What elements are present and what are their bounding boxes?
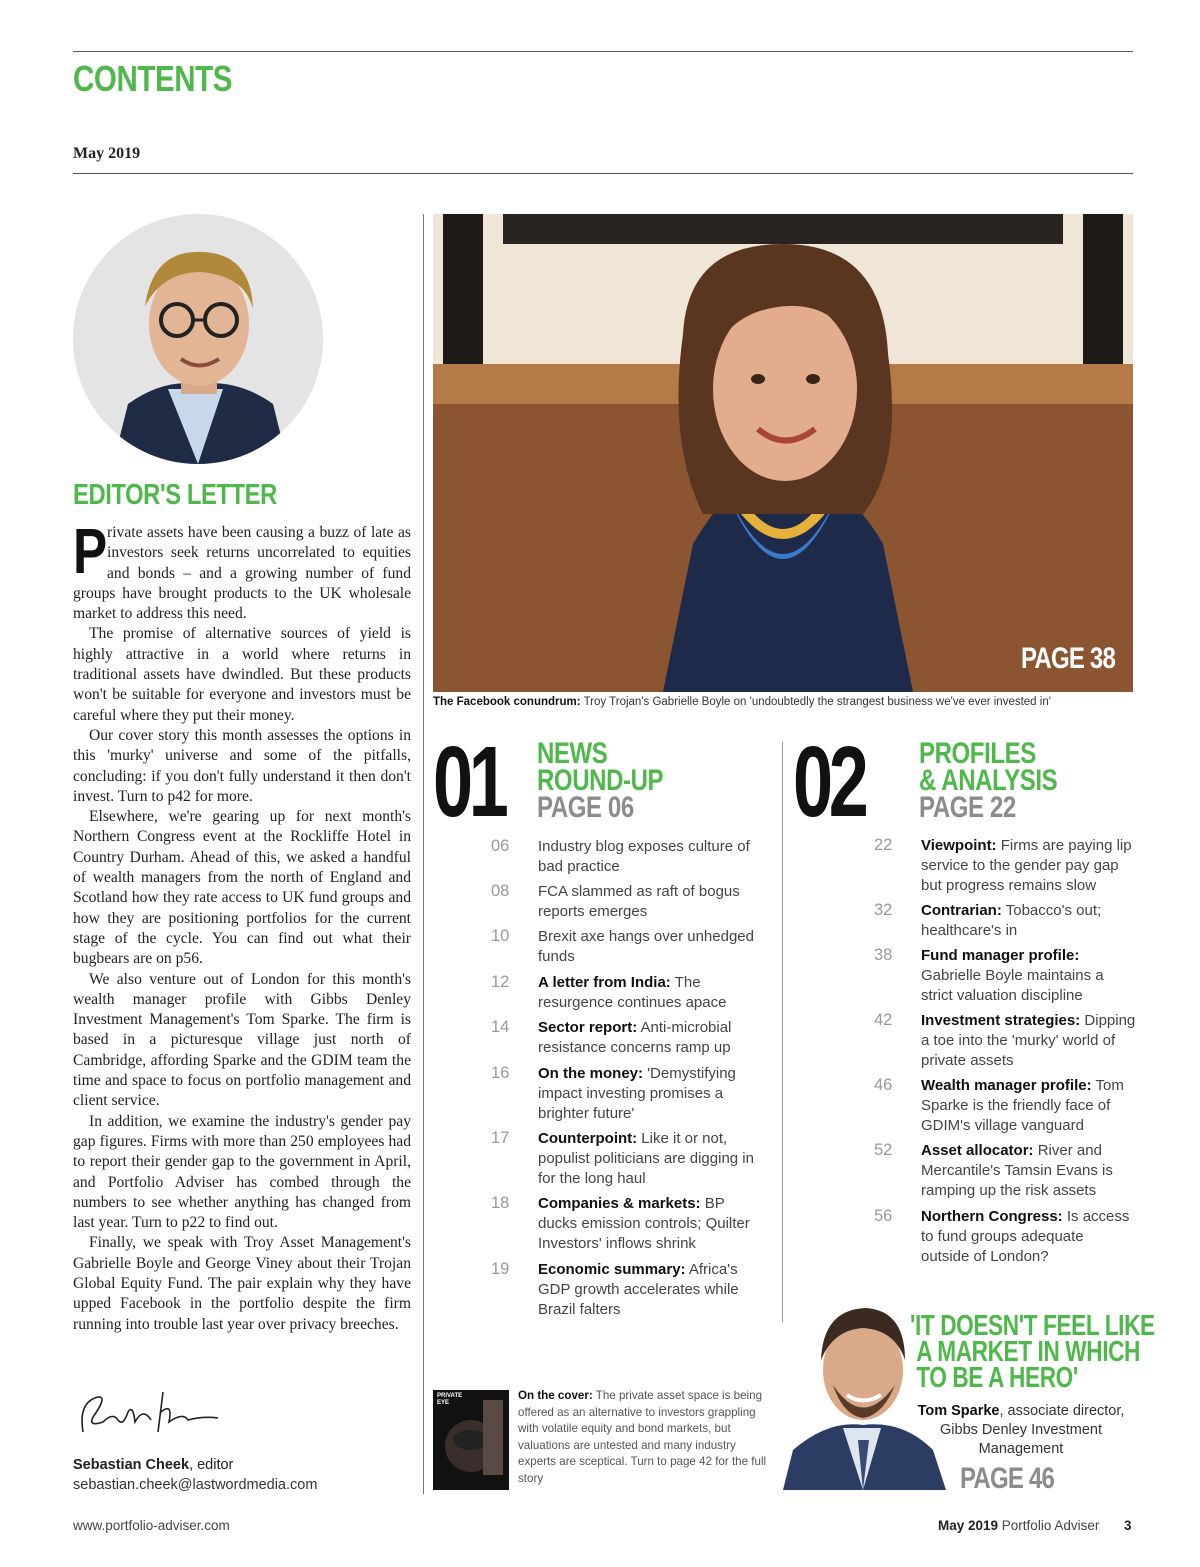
toc-item-text: Brexit axe hangs over unhedged funds	[538, 928, 754, 965]
footer-url[interactable]: www.portfolio-adviser.com	[73, 1518, 230, 1533]
quote-attribution: Tom Sparke, associate director, Gibbs Denley Investment Management	[917, 1403, 1125, 1457]
toc-page-number: 17	[491, 1129, 510, 1147]
toc-item-text: Asset allocator: River and Mercantile's Tamsin Evans is ramping up the risk assets	[921, 1142, 1113, 1199]
toc-item-text: On the money: 'Demystifying impact investing promises a brighter future'	[538, 1065, 736, 1122]
letter-paragraph: Private assets have been causing a buzz of late as investors seek returns uncorrelated to equities and bonds – and a growing number of fund groups have brought products to the UK wholesale market to address this need.	[73, 515, 411, 623]
letter-paragraph: Our cover story this month assesses the options in this 'murky' universe and some of the pitfalls, concluding: if you don't fully understand it then don't invest. Turn to p42 for more.	[73, 726, 411, 805]
section-page-link[interactable]: PAGE 06	[537, 791, 634, 824]
editor-signature	[73, 1382, 233, 1442]
feature-photo	[433, 214, 1133, 692]
magazine-cover-thumbnail[interactable]	[433, 1390, 509, 1490]
toc-page-number: 10	[491, 927, 510, 945]
toc-page-number: 08	[491, 882, 510, 900]
toc-item-text: Fund manager profile: Gabrielle Boyle maintains a strict valuation discipline	[921, 947, 1104, 1004]
toc-item-text: Viewpoint: Firms are paying lip service to the gender pay gap but progress remains slow	[921, 837, 1132, 894]
thumbnail-title: PRIVATE EYE	[437, 1393, 463, 1406]
editors-letter-heading: EDITOR'S LETTER	[73, 479, 277, 511]
toc-page-number: 46	[874, 1076, 893, 1094]
header-rule	[73, 173, 1133, 174]
section-number: 02	[793, 726, 865, 838]
toc-page-number: 19	[491, 1260, 510, 1278]
issue-date: May 2019	[73, 145, 141, 162]
feature-page-link[interactable]: PAGE 38	[1021, 642, 1115, 675]
toc-page-number: 16	[491, 1064, 510, 1082]
toc-page-number: 32	[874, 901, 893, 919]
editor-email[interactable]: sebastian.cheek@lastwordmedia.com	[73, 1477, 318, 1493]
toc-item-text: Contrarian: Tobacco's out; healthcare's in	[921, 902, 1102, 939]
toc-page-number: 42	[874, 1011, 893, 1029]
column-divider	[423, 214, 424, 1494]
photo-caption: The Facebook conundrum: Troy Trojan's Gabrielle Boyle on 'undoubtedly the strangest business we've ever invested in'	[433, 696, 1051, 708]
toc-page-number: 12	[491, 973, 510, 991]
toc-item-text: Wealth manager profile: Tom Sparke is the friendly face of GDIM's village vanguard	[921, 1077, 1124, 1134]
section-number: 01	[433, 726, 505, 838]
drop-cap: P	[73, 515, 108, 587]
toc-page-number: 06	[491, 837, 510, 855]
toc-page-number: 56	[874, 1207, 893, 1225]
letter-paragraph: Finally, we speak with Troy Asset Management's Gabrielle Boyle and George Viney about their Trojan Global Equity Fund. The pair explain why they have upped Facebook in the portfolio despite the firm running into trouble last year over privacy breeches.	[73, 1234, 411, 1333]
footer-publication: May 2019 Portfolio Adviser	[938, 1518, 1100, 1533]
letter-paragraph: In addition, we examine the industry's gender pay gap figures. Firms with more than 250 employees had to report their gender gap to the government in April, and Portfolio Adviser has combed through the numbers to see whether anything has changed from last year. Turn to p22 to find out.	[73, 1112, 411, 1232]
editor-role: , editor	[189, 1457, 234, 1473]
toc-item-text: Economic summary: Africa's GDP growth accelerates while Brazil falters	[538, 1261, 739, 1318]
editors-letter-body	[73, 515, 411, 1335]
pull-quote: 'IT DOESN'T FEEL LIKE A MARKET IN WHICH TO BE A HERO'	[910, 1310, 1155, 1394]
toc-item-text: Industry blog exposes culture of bad practice	[538, 838, 750, 875]
page-title: CONTENTS	[73, 58, 233, 99]
section-title: NEWS ROUND-UP PAGE 06	[537, 737, 664, 824]
toc-item-text: Counterpoint: Like it or not, populist politicians are digging in for the long haul	[538, 1130, 754, 1187]
toc-item-text: Sector report: Anti-microbial resistance concerns ramp up	[538, 1019, 732, 1056]
toc-item-text: Companies & markets: BP ducks emission controls; Quilter Investors' inflows shrink	[538, 1195, 750, 1252]
section-divider	[782, 742, 783, 1322]
toc-item-text: FCA slammed as raft of bogus reports emerges	[538, 883, 740, 920]
letter-paragraph: The promise of alternative sources of yield is highly attractive in a world where returns in traditional assets have dwindled. But these products won't be suitable for everyone and investors must be careful where they put their money.	[73, 625, 411, 724]
toc-page-number: 22	[874, 836, 893, 854]
letter-paragraph: We also venture out of London for this month's wealth manager profile with Gibbs Denley Investment Management's Tom Sparke. The firm is based in a picturesque village just north of Cambridge, affording Sparke and the GDIM team the time and space to focus on portfolio management and client service.	[73, 970, 411, 1110]
toc-page-number: 14	[491, 1018, 510, 1036]
quote-page-link[interactable]: PAGE 46	[960, 1462, 1054, 1495]
section-title: PROFILES & ANALYSIS PAGE 22	[919, 737, 1058, 824]
on-the-cover-blurb: On the cover: The private asset space is being offered as an alternative to investors grappling with volatile equity and bond markets, but valuations are untested and many industry experts are sceptical. Turn to page 42 for the full story	[518, 1389, 767, 1485]
toc-item-text: A letter from India: The resurgence continues apace	[538, 974, 727, 1011]
toc-page-number: 52	[874, 1141, 893, 1159]
editor-name: Sebastian Cheek	[73, 1457, 190, 1473]
toc-item-text: Northern Congress: Is access to fund groups adequate outside of London?	[921, 1208, 1130, 1265]
section-page-link[interactable]: PAGE 22	[919, 791, 1016, 824]
toc-page-number: 38	[874, 946, 893, 964]
top-rule	[73, 51, 1133, 52]
toc-item-text: Investment strategies: Dipping a toe into the 'murky' world of private assets	[921, 1012, 1136, 1069]
editor-portrait	[73, 214, 323, 464]
editor-byline	[73, 1457, 233, 1473]
letter-paragraph: Elsewhere, we're gearing up for next month's Northern Congress event at the Rockliffe Hotel in Country Durham. Ahead of this, we asked a handful of wealth managers from the north of England and Scotland how they rate access to UK fund groups and how they are positioning portfolios for the current stage of the cycle. You can find out what their bugbears are on p56.	[73, 808, 411, 968]
toc-page-number: 18	[491, 1194, 510, 1212]
page-number: 3	[1124, 1518, 1132, 1533]
